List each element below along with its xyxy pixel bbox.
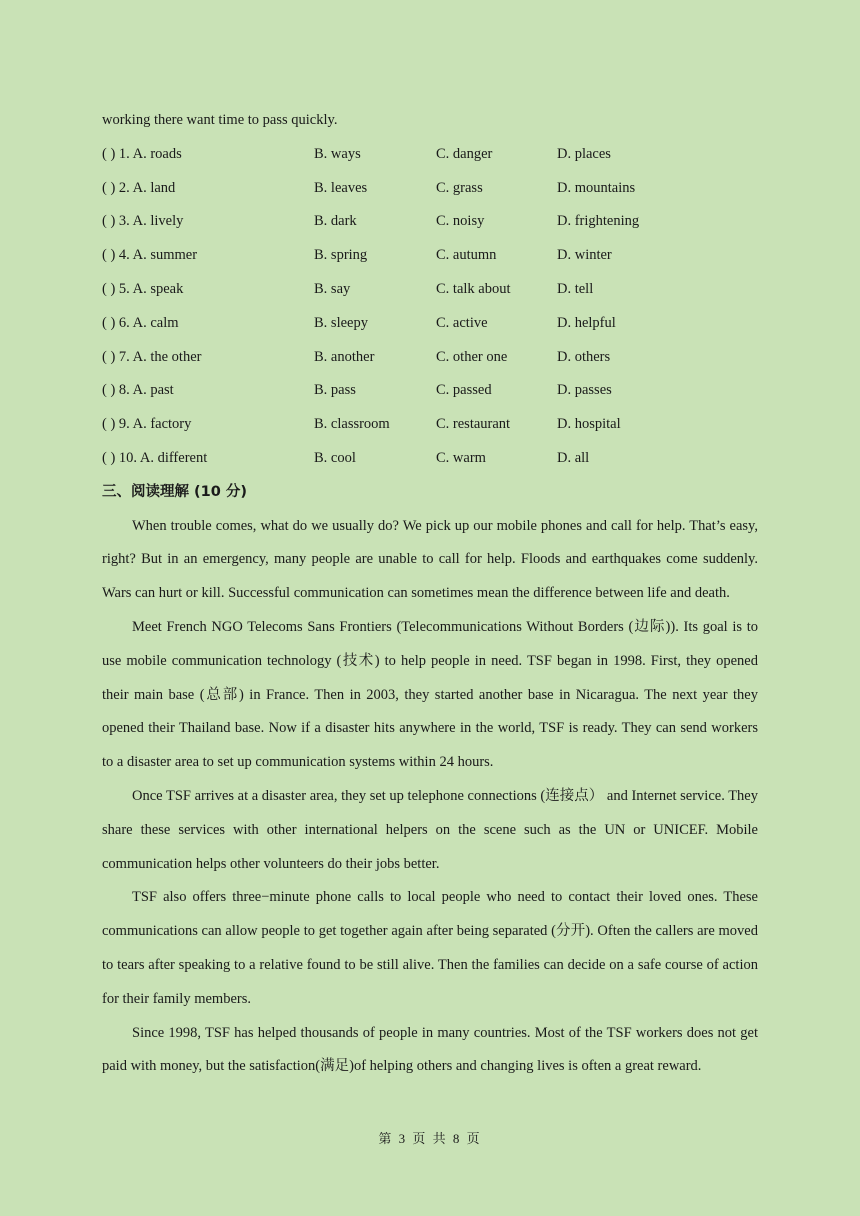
option-c: C. noisy <box>436 213 485 230</box>
question-stem-option-a: ( ) 6. A. calm <box>102 314 179 331</box>
option-b: B. cool <box>314 449 356 466</box>
reading-paragraph: TSF also offers three−minute phone calls to local people who need to contact their loved ones. These communications can allow people to get together again after being separated (分开). Often the callers are moved to tears after speaking to a relative found to be still alive. Then the families can decide on a safe course of action for their family members. <box>102 889 758 1007</box>
option-c: C. grass <box>436 179 483 196</box>
question-stem-option-a: ( ) 1. A. roads <box>102 145 182 162</box>
option-c: C. restaurant <box>436 416 511 433</box>
question-row <box>102 205 758 239</box>
option-c: C. other one <box>436 348 508 365</box>
option-c: C. danger <box>436 145 493 162</box>
option-d: D. hospital <box>557 416 621 433</box>
reading-paragraph: Since 1998, TSF has helped thousands of people in many countries. Most of the TSF workers does not get paid with money, but the satisfaction(满足)of helping others and changing lives is often a great reward. <box>102 1024 758 1075</box>
question-stem-option-a: ( ) 5. A. speak <box>102 280 184 297</box>
option-c: C. talk about <box>436 280 511 297</box>
question-row <box>102 341 758 375</box>
option-b: B. pass <box>314 382 356 399</box>
question-list <box>102 138 758 476</box>
option-d: D. frightening <box>557 213 640 230</box>
reading-paragraph: When trouble comes, what do we usually do? We pick up our mobile phones and call for help. That’s easy, right? But in an emergency, many people are unable to call for help. Floods and earthquakes come suddenly. Wars can hurt or kill. Successful communication can sometimes mean the difference between life and death. <box>102 517 758 602</box>
option-b: B. spring <box>314 247 368 264</box>
option-b: B. ways <box>314 145 361 162</box>
document-body <box>102 104 758 1084</box>
question-row <box>102 273 758 307</box>
question-row <box>102 374 758 408</box>
option-b: B. leaves <box>314 179 368 196</box>
question-stem-option-a: ( ) 2. A. land <box>102 179 176 196</box>
option-c: C. warm <box>436 449 486 466</box>
question-stem-option-a: ( ) 8. A. past <box>102 382 174 399</box>
section-heading-reading: 三、阅读理解 (10 分) <box>102 483 248 500</box>
reading-paragraph: Meet French NGO Telecoms Sans Frontiers (Telecommunications Without Borders (边际)). Its goal is to use mobile communication technology (技术) to help people in need. TSF began in 1998. First, they opened their main base (总部) in France. Then in 2003, they started another base in Nicaragua. The next year they opened their Thailand base. Now if a disaster hits anywhere in the world, TSF is ready. They can send workers to a disaster area to set up communication systems within 24 hours. <box>102 618 758 771</box>
option-d: D. winter <box>557 247 612 264</box>
question-stem-option-a: ( ) 3. A. lively <box>102 213 184 230</box>
question-row <box>102 138 758 172</box>
reading-paragraph: Once TSF arrives at a disaster area, they set up telephone connections (连接点） and Internet service. They share these services with other international helpers on the scene such as the UN or UNICEF. Mobile communication helps other volunteers do their jobs better. <box>102 787 758 872</box>
option-b: B. another <box>314 348 375 365</box>
question-stem-option-a: ( ) 7. A. the other <box>102 348 202 365</box>
question-row <box>102 408 758 442</box>
option-b: B. sleepy <box>314 314 368 331</box>
question-row <box>102 239 758 273</box>
option-b: B. classroom <box>314 416 390 433</box>
option-c: C. passed <box>436 382 492 399</box>
option-c: C. active <box>436 314 488 331</box>
option-b: B. say <box>314 280 351 297</box>
option-d: D. passes <box>557 382 612 399</box>
question-stem-option-a: ( ) 9. A. factory <box>102 416 192 433</box>
question-stem-option-a: ( ) 4. A. summer <box>102 247 198 264</box>
question-row <box>102 307 758 341</box>
option-b: B. dark <box>314 213 357 230</box>
question-stem-option-a: ( ) 10. A. different <box>102 449 208 466</box>
option-d: D. places <box>557 145 611 162</box>
intro-line: working there want time to pass quickly. <box>102 112 338 128</box>
question-row <box>102 172 758 206</box>
option-d: D. helpful <box>557 314 616 331</box>
option-d: D. tell <box>557 280 594 297</box>
question-row <box>102 442 758 476</box>
option-d: D. mountains <box>557 179 636 196</box>
option-c: C. autumn <box>436 247 497 264</box>
option-d: D. others <box>557 348 611 365</box>
option-d: D. all <box>557 449 590 466</box>
page-footer: 第 3 页 共 8 页 <box>378 1131 482 1146</box>
